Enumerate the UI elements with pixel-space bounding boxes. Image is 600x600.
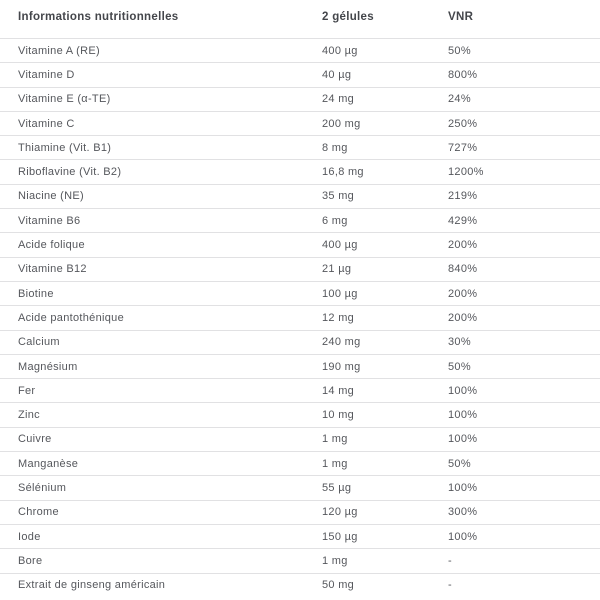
nutrient-amount-cell: 400 µg — [322, 239, 358, 252]
table-row — [0, 209, 600, 233]
nutrient-name-cell: Vitamine B12 — [18, 263, 87, 276]
nutrient-amount-cell: 100 µg — [322, 287, 358, 300]
table-row — [0, 184, 600, 208]
nutrient-vnr-cell: 50% — [448, 457, 471, 470]
table-row — [0, 452, 600, 476]
nutrient-vnr-cell: - — [448, 579, 452, 592]
column-header-2-gelules: 2 gélules — [322, 11, 374, 23]
nutrient-vnr-cell: 50% — [448, 360, 471, 373]
nutrient-amount-cell: 35 mg — [322, 190, 355, 203]
nutrient-name-cell: Bore — [18, 554, 43, 567]
nutrient-name-cell: Cuivre — [18, 433, 52, 446]
nutrient-name-cell: Vitamine E (α-TE) — [18, 93, 111, 106]
nutrient-amount-cell: 24 mg — [322, 93, 355, 106]
nutrient-name-cell: Extrait de ginseng américain — [18, 579, 166, 592]
table-row — [0, 573, 600, 597]
nutrient-vnr-cell: 200% — [448, 239, 478, 252]
table-row — [0, 354, 600, 378]
nutrient-amount-cell: 16,8 mg — [322, 166, 364, 179]
table-row — [0, 63, 600, 87]
table-row — [0, 379, 600, 403]
nutrient-vnr-cell: 100% — [448, 530, 478, 543]
nutrient-name-cell: Iode — [18, 530, 41, 543]
table-row — [0, 549, 600, 573]
nutrient-name-cell: Sélénium — [18, 481, 67, 494]
nutrient-amount-cell: 21 µg — [322, 263, 352, 276]
nutrient-name-cell: Calcium — [18, 336, 60, 349]
nutrient-name-cell: Vitamine D — [18, 68, 75, 81]
nutrient-name-cell: Zinc — [18, 409, 40, 422]
nutrient-amount-cell: 1 mg — [322, 554, 348, 567]
table-header — [0, 0, 600, 39]
nutrient-name-cell: Magnésium — [18, 360, 78, 373]
table-row — [0, 111, 600, 135]
table-row — [0, 427, 600, 451]
table-row — [0, 330, 600, 354]
nutrient-name-cell: Riboflavine (Vit. B2) — [18, 166, 122, 179]
nutrient-vnr-cell: 200% — [448, 311, 478, 324]
nutrient-name-cell: Vitamine B6 — [18, 214, 81, 227]
table-row — [0, 87, 600, 111]
nutrient-amount-cell: 55 µg — [322, 481, 352, 494]
table-row — [0, 39, 600, 63]
nutrient-amount-cell: 150 µg — [322, 530, 358, 543]
nutrient-name-cell: Acide pantothénique — [18, 311, 125, 324]
table-row — [0, 403, 600, 427]
nutrient-vnr-cell: 800% — [448, 68, 478, 81]
nutrient-amount-cell: 400 µg — [322, 44, 358, 57]
nutrient-vnr-cell: 429% — [448, 214, 478, 227]
table-row — [0, 476, 600, 500]
table-header-row — [0, 0, 600, 39]
nutrient-amount-cell: 6 mg — [322, 214, 348, 227]
table-row — [0, 306, 600, 330]
table-row — [0, 500, 600, 524]
nutrient-name-cell: Vitamine C — [18, 117, 75, 130]
nutrient-vnr-cell: 100% — [448, 433, 478, 446]
table-row — [0, 233, 600, 257]
column-header-vnr: VNR — [448, 11, 474, 23]
nutrient-amount-cell: 190 mg — [322, 360, 361, 373]
nutrient-vnr-cell: 100% — [448, 409, 478, 422]
nutrient-name-cell: Chrome — [18, 506, 59, 519]
nutrient-vnr-cell: 219% — [448, 190, 478, 203]
nutrient-vnr-cell: - — [448, 554, 452, 567]
table-row — [0, 136, 600, 160]
nutrient-vnr-cell: 300% — [448, 506, 478, 519]
column-header-informations-nutritionnelles: Informations nutritionnelles — [18, 11, 179, 23]
nutrient-amount-cell: 120 µg — [322, 506, 358, 519]
nutrient-amount-cell: 8 mg — [322, 141, 348, 154]
nutrient-amount-cell: 14 mg — [322, 384, 355, 397]
nutrient-amount-cell: 10 mg — [322, 409, 355, 422]
nutrient-amount-cell: 1 mg — [322, 457, 348, 470]
nutrient-amount-cell: 1 mg — [322, 433, 348, 446]
nutrient-name-cell: Fer — [18, 384, 36, 397]
nutrient-vnr-cell: 100% — [448, 384, 478, 397]
nutrient-name-cell: Acide folique — [18, 239, 85, 252]
table-row — [0, 160, 600, 184]
nutrient-vnr-cell: 250% — [448, 117, 478, 130]
nutrient-name-cell: Thiamine (Vit. B1) — [18, 141, 112, 154]
nutrient-amount-cell: 200 mg — [322, 117, 361, 130]
nutrient-vnr-cell: 1200% — [448, 166, 484, 179]
nutrient-vnr-cell: 100% — [448, 481, 478, 494]
nutrient-amount-cell: 240 mg — [322, 336, 361, 349]
nutrient-amount-cell: 40 µg — [322, 68, 352, 81]
nutrient-name-cell: Niacine (NE) — [18, 190, 84, 203]
nutrient-name-cell: Vitamine A (RE) — [18, 44, 100, 57]
nutrient-vnr-cell: 200% — [448, 287, 478, 300]
nutrient-vnr-cell: 24% — [448, 93, 471, 106]
nutrient-amount-cell: 50 mg — [322, 579, 355, 592]
nutrient-vnr-cell: 840% — [448, 263, 478, 276]
table-row — [0, 281, 600, 305]
nutrient-name-cell: Manganèse — [18, 457, 79, 470]
nutrient-vnr-cell: 50% — [448, 44, 471, 57]
nutrient-vnr-cell: 30% — [448, 336, 471, 349]
table-row — [0, 524, 600, 548]
nutrient-vnr-cell: 727% — [448, 141, 478, 154]
table-row — [0, 257, 600, 281]
table-body — [0, 39, 600, 597]
nutrient-amount-cell: 12 mg — [322, 311, 355, 324]
nutrient-name-cell: Biotine — [18, 287, 54, 300]
